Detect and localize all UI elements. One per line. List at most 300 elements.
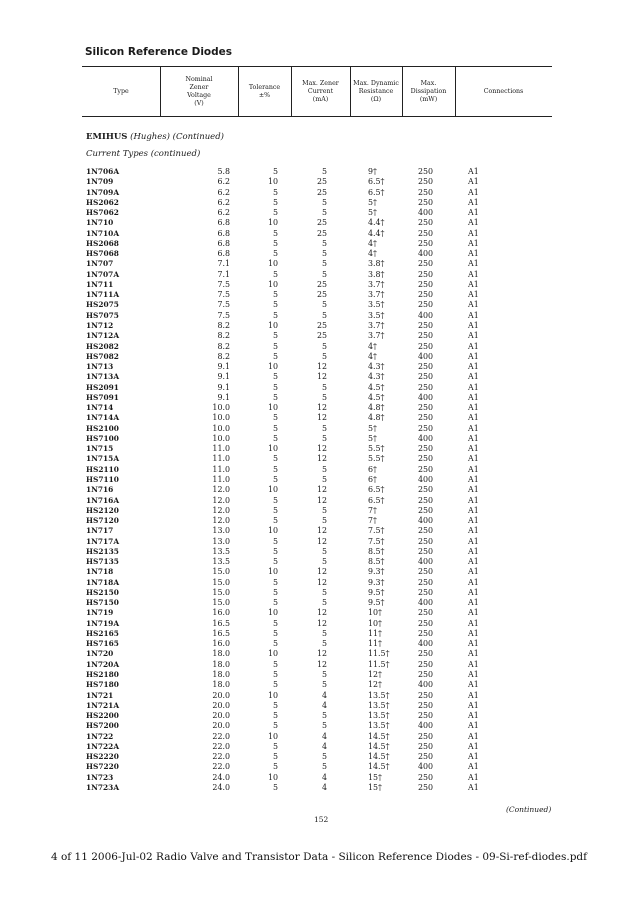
cell-connection: A1 xyxy=(468,649,479,659)
cell-dissipation: 250 xyxy=(418,444,434,454)
cell-resistance: 3.8† xyxy=(368,269,385,279)
cell-dissipation: 250 xyxy=(418,362,434,372)
cell-dissipation: 250 xyxy=(418,577,434,587)
cell-tolerance: 5 xyxy=(272,516,278,526)
page-number: 152 xyxy=(314,815,329,824)
cell-tolerance: 5 xyxy=(272,228,278,238)
cell-connection: A1 xyxy=(468,690,479,700)
cell-resistance: 4.5† xyxy=(368,382,385,392)
cell-voltage: 12.0 xyxy=(212,495,230,505)
cell-connection: A1 xyxy=(468,403,479,413)
cell-type: 1N712A xyxy=(86,331,120,341)
cell-tolerance: 5 xyxy=(272,474,278,484)
cell-resistance: 4† xyxy=(368,238,377,248)
cell-resistance: 4.3† xyxy=(368,372,385,382)
cell-tolerance: 10 xyxy=(267,403,278,413)
cell-voltage: 9.1 xyxy=(217,362,230,372)
cell-tolerance: 10 xyxy=(267,362,278,372)
cell-type: HS7200 xyxy=(86,721,119,731)
cell-tolerance: 10 xyxy=(267,772,278,782)
cell-type: 1N714 xyxy=(86,403,114,413)
cell-type: HS7062 xyxy=(86,208,119,218)
header-type-label: Type xyxy=(113,88,129,96)
cell-resistance: 3.5† xyxy=(368,300,385,310)
table-row xyxy=(0,465,638,475)
cell-resistance: 5.5† xyxy=(368,454,385,464)
cell-resistance: 5.5† xyxy=(368,444,385,454)
cell-tolerance: 5 xyxy=(272,238,278,248)
cell-current: 5 xyxy=(321,752,327,762)
cell-connection: A1 xyxy=(468,197,479,207)
cell-tolerance: 5 xyxy=(272,628,278,638)
cell-current: 12 xyxy=(316,413,327,423)
cell-resistance: 6.5† xyxy=(368,177,385,187)
cell-dissipation: 250 xyxy=(418,300,434,310)
cell-voltage: 9.1 xyxy=(217,382,230,392)
cell-type: 1N709 xyxy=(86,177,114,187)
manufacturer-heading xyxy=(86,132,224,142)
cell-current: 12 xyxy=(316,649,327,659)
cell-dissipation: 400 xyxy=(418,598,434,608)
cell-connection: A1 xyxy=(468,577,479,587)
cell-current: 12 xyxy=(316,495,327,505)
cell-voltage: 6.2 xyxy=(217,177,230,187)
cell-voltage: 22.0 xyxy=(212,762,230,772)
cell-connection: A1 xyxy=(468,495,479,505)
cell-voltage: 6.8 xyxy=(217,218,230,228)
cell-current: 12 xyxy=(316,444,327,454)
cell-connection: A1 xyxy=(468,454,479,464)
cell-resistance: 5† xyxy=(368,423,377,433)
cell-connection: A1 xyxy=(468,259,479,269)
cell-tolerance: 5 xyxy=(272,382,278,392)
cell-current: 12 xyxy=(316,577,327,587)
cell-resistance: 7† xyxy=(368,505,377,515)
header-max-zener-current xyxy=(291,68,350,116)
cell-tolerance: 5 xyxy=(272,433,278,443)
header-line: Zener xyxy=(189,84,209,92)
cell-connection: A1 xyxy=(468,351,479,361)
cell-type: HS2165 xyxy=(86,628,119,638)
table-row xyxy=(0,218,638,228)
cell-voltage: 6.2 xyxy=(217,187,230,197)
table-row xyxy=(0,649,638,659)
cell-resistance: 6† xyxy=(368,464,377,474)
cell-voltage: 13.0 xyxy=(212,526,230,536)
cell-dissipation: 250 xyxy=(418,423,434,433)
cell-connection: A1 xyxy=(468,659,479,669)
cell-connection: A1 xyxy=(468,762,479,772)
cell-resistance: 14.5† xyxy=(368,731,390,741)
cell-type: 1N718A xyxy=(86,577,120,587)
cell-voltage: 22.0 xyxy=(212,731,230,741)
cell-type: 1N722 xyxy=(86,731,114,741)
manufacturer-name: EMIHUS xyxy=(86,132,128,142)
cell-current: 12 xyxy=(316,403,327,413)
cell-type: 1N711 xyxy=(86,279,114,289)
cell-type: 1N707A xyxy=(86,269,120,279)
table-row xyxy=(0,639,638,649)
cell-current: 5 xyxy=(321,208,327,218)
cell-current: 5 xyxy=(321,670,327,680)
cell-dissipation: 250 xyxy=(418,290,434,300)
cell-voltage: 12.0 xyxy=(212,505,230,515)
cell-connection: A1 xyxy=(468,772,479,782)
cell-voltage: 20.0 xyxy=(212,711,230,721)
cell-dissipation: 250 xyxy=(418,772,434,782)
cell-connection: A1 xyxy=(468,639,479,649)
cell-tolerance: 5 xyxy=(272,546,278,556)
cell-current: 5 xyxy=(321,197,327,207)
cell-voltage: 6.8 xyxy=(217,249,230,259)
cell-tolerance: 10 xyxy=(267,320,278,330)
cell-dissipation: 250 xyxy=(418,741,434,751)
cell-type: HS7110 xyxy=(86,474,119,484)
continued-note: (Continued) xyxy=(506,805,552,814)
cell-dissipation: 400 xyxy=(418,721,434,731)
cell-voltage: 11.0 xyxy=(212,454,230,464)
cell-connection: A1 xyxy=(468,567,479,577)
cell-voltage: 12.0 xyxy=(212,485,230,495)
cell-dissipation: 250 xyxy=(418,711,434,721)
header-tolerance xyxy=(238,68,291,116)
cell-connection: A1 xyxy=(468,249,479,259)
cell-tolerance: 5 xyxy=(272,659,278,669)
cell-voltage: 9.1 xyxy=(217,392,230,402)
cell-tolerance: 5 xyxy=(272,423,278,433)
cell-dissipation: 250 xyxy=(418,341,434,351)
cell-type: HS2075 xyxy=(86,300,119,310)
table-row xyxy=(0,393,638,403)
cell-current: 25 xyxy=(316,218,327,228)
table-row xyxy=(0,732,638,742)
cell-tolerance: 10 xyxy=(267,649,278,659)
cell-connection: A1 xyxy=(468,331,479,341)
table-row xyxy=(0,177,638,187)
cell-voltage: 15.0 xyxy=(212,577,230,587)
cell-tolerance: 10 xyxy=(267,444,278,454)
cell-dissipation: 250 xyxy=(418,238,434,248)
cell-voltage: 11.0 xyxy=(212,474,230,484)
cell-connection: A1 xyxy=(468,782,479,792)
cell-voltage: 15.0 xyxy=(212,598,230,608)
cell-voltage: 10.0 xyxy=(212,403,230,413)
cell-tolerance: 5 xyxy=(272,208,278,218)
table-row xyxy=(0,588,638,598)
cell-dissipation: 400 xyxy=(418,516,434,526)
cell-tolerance: 5 xyxy=(272,721,278,731)
cell-tolerance: 10 xyxy=(267,279,278,289)
cell-connection: A1 xyxy=(468,680,479,690)
cell-connection: A1 xyxy=(468,608,479,618)
cell-current: 5 xyxy=(321,557,327,567)
cell-voltage: 9.1 xyxy=(217,372,230,382)
cell-resistance: 13.5† xyxy=(368,690,390,700)
table-row xyxy=(0,239,638,249)
cell-dissipation: 250 xyxy=(418,495,434,505)
table-row xyxy=(0,742,638,752)
cell-tolerance: 5 xyxy=(272,167,278,176)
cell-type: 1N714A xyxy=(86,413,120,423)
cell-resistance: 4† xyxy=(368,341,377,351)
cell-current: 12 xyxy=(316,536,327,546)
cell-tolerance: 5 xyxy=(272,700,278,710)
cell-voltage: 8.2 xyxy=(217,341,230,351)
cell-current: 5 xyxy=(321,392,327,402)
cell-tolerance: 5 xyxy=(272,557,278,567)
cell-voltage: 18.0 xyxy=(212,659,230,669)
table-row xyxy=(0,680,638,690)
cell-type: HS2110 xyxy=(86,464,119,474)
cell-current: 5 xyxy=(321,680,327,690)
table-row xyxy=(0,362,638,372)
table-row xyxy=(0,444,638,454)
cell-current: 4 xyxy=(321,782,327,792)
cell-type: 1N713 xyxy=(86,362,114,372)
table-row xyxy=(0,280,638,290)
table-row xyxy=(0,762,638,772)
cell-type: 1N706A xyxy=(86,167,120,176)
cell-dissipation: 400 xyxy=(418,208,434,218)
cell-voltage: 18.0 xyxy=(212,670,230,680)
header-line: Current xyxy=(307,88,334,96)
cell-tolerance: 10 xyxy=(267,177,278,187)
cell-tolerance: 10 xyxy=(267,259,278,269)
cell-dissipation: 250 xyxy=(418,269,434,279)
cell-tolerance: 10 xyxy=(267,608,278,618)
cell-connection: A1 xyxy=(468,700,479,710)
cell-voltage: 6.2 xyxy=(217,197,230,207)
cell-tolerance: 5 xyxy=(272,752,278,762)
cell-current: 12 xyxy=(316,659,327,669)
cell-tolerance: 5 xyxy=(272,197,278,207)
cell-current: 12 xyxy=(316,372,327,382)
cell-resistance: 9.5† xyxy=(368,598,385,608)
cell-connection: A1 xyxy=(468,167,479,176)
table-row xyxy=(0,619,638,629)
cell-voltage: 24.0 xyxy=(212,772,230,782)
cell-connection: A1 xyxy=(468,731,479,741)
cell-connection: A1 xyxy=(468,382,479,392)
cell-type: HS2068 xyxy=(86,238,119,248)
table-row xyxy=(0,526,638,536)
cell-type: HS2135 xyxy=(86,546,119,556)
table-row xyxy=(0,424,638,434)
cell-tolerance: 10 xyxy=(267,567,278,577)
table-row xyxy=(0,701,638,711)
header-line: Max. Zener xyxy=(302,80,339,88)
cell-resistance: 14.5† xyxy=(368,762,390,772)
cell-connection: A1 xyxy=(468,474,479,484)
cell-connection: A1 xyxy=(468,628,479,638)
cell-resistance: 11.5† xyxy=(368,659,390,669)
cell-type: 1N719 xyxy=(86,608,114,618)
cell-voltage: 7.5 xyxy=(217,300,230,310)
cell-dissipation: 250 xyxy=(418,454,434,464)
cell-voltage: 7.1 xyxy=(217,259,230,269)
cell-dissipation: 250 xyxy=(418,177,434,187)
cell-type: 1N720A xyxy=(86,659,120,669)
cell-voltage: 6.8 xyxy=(217,228,230,238)
cell-resistance: 10† xyxy=(368,608,382,618)
cell-tolerance: 5 xyxy=(272,495,278,505)
cell-type: HS7100 xyxy=(86,433,119,443)
cell-resistance: 6.5† xyxy=(368,495,385,505)
table-row xyxy=(0,516,638,526)
cell-tolerance: 5 xyxy=(272,269,278,279)
cell-type: HS2100 xyxy=(86,423,119,433)
cell-connection: A1 xyxy=(468,218,479,228)
cell-type: HS2062 xyxy=(86,197,119,207)
cell-tolerance: 5 xyxy=(272,598,278,608)
header-line: Voltage xyxy=(187,92,211,99)
table-row xyxy=(0,485,638,495)
cell-connection: A1 xyxy=(468,670,479,680)
cell-tolerance: 5 xyxy=(272,711,278,721)
cell-current: 5 xyxy=(321,598,327,608)
table-row xyxy=(0,608,638,618)
table-row xyxy=(0,270,638,280)
cell-dissipation: 250 xyxy=(418,259,434,269)
cell-type: HS2150 xyxy=(86,587,119,597)
cell-connection: A1 xyxy=(468,711,479,721)
cell-type: HS7091 xyxy=(86,392,119,402)
cell-resistance: 5† xyxy=(368,197,377,207)
cell-dissipation: 250 xyxy=(418,372,434,382)
cell-type: HS7075 xyxy=(86,310,119,320)
cell-resistance: 4† xyxy=(368,351,377,361)
table-row xyxy=(0,691,638,701)
cell-connection: A1 xyxy=(468,341,479,351)
cell-type: HS2091 xyxy=(86,382,119,392)
cell-current: 25 xyxy=(316,228,327,238)
cell-connection: A1 xyxy=(468,598,479,608)
cell-tolerance: 5 xyxy=(272,187,278,197)
cell-voltage: 10.0 xyxy=(212,433,230,443)
cell-current: 5 xyxy=(321,310,327,320)
cell-type: HS2200 xyxy=(86,711,119,721)
cell-resistance: 12† xyxy=(368,680,382,690)
cell-dissipation: 250 xyxy=(418,218,434,228)
cell-current: 4 xyxy=(321,741,327,751)
cell-voltage: 7.5 xyxy=(217,279,230,289)
cell-voltage: 10.0 xyxy=(212,413,230,423)
cell-resistance: 15† xyxy=(368,772,382,782)
table-row xyxy=(0,383,638,393)
cell-dissipation: 400 xyxy=(418,680,434,690)
cell-dissipation: 400 xyxy=(418,762,434,772)
cell-connection: A1 xyxy=(468,310,479,320)
cell-resistance: 11.5† xyxy=(368,649,390,659)
table-row xyxy=(0,198,638,208)
cell-type: 1N710A xyxy=(86,228,120,238)
cell-resistance: 3.5† xyxy=(368,310,385,320)
cell-voltage: 5.8 xyxy=(217,167,230,176)
table-row xyxy=(0,311,638,321)
cell-voltage: 8.2 xyxy=(217,331,230,341)
table-row xyxy=(0,372,638,382)
table-row xyxy=(0,752,638,762)
header-line: Connections xyxy=(483,88,524,96)
table-row xyxy=(0,249,638,259)
cell-current: 5 xyxy=(321,516,327,526)
header-nominal-voltage xyxy=(160,68,238,116)
cell-voltage: 22.0 xyxy=(212,752,230,762)
cell-dissipation: 400 xyxy=(418,557,434,567)
cell-voltage: 20.0 xyxy=(212,690,230,700)
cell-current: 25 xyxy=(316,279,327,289)
cell-tolerance: 5 xyxy=(272,577,278,587)
header-line: (mA) xyxy=(312,95,329,103)
cell-type: HS7150 xyxy=(86,598,119,608)
cell-resistance: 3.7† xyxy=(368,290,385,300)
cell-voltage: 8.2 xyxy=(217,320,230,330)
cell-tolerance: 5 xyxy=(272,639,278,649)
cell-current: 5 xyxy=(321,259,327,269)
cell-current: 12 xyxy=(316,618,327,628)
cell-dissipation: 250 xyxy=(418,320,434,330)
cell-dissipation: 250 xyxy=(418,413,434,423)
cell-tolerance: 5 xyxy=(272,372,278,382)
cell-resistance: 4.8† xyxy=(368,403,385,413)
cell-current: 12 xyxy=(316,454,327,464)
cell-resistance: 6† xyxy=(368,474,377,484)
table-row xyxy=(0,342,638,352)
cell-dissipation: 250 xyxy=(418,505,434,515)
cell-current: 5 xyxy=(321,351,327,361)
header-line: (V) xyxy=(194,99,204,107)
cell-tolerance: 5 xyxy=(272,762,278,772)
cell-current: 12 xyxy=(316,485,327,495)
page-title: Silicon Reference Diodes xyxy=(85,46,233,58)
cell-tolerance: 5 xyxy=(272,290,278,300)
cell-current: 25 xyxy=(316,331,327,341)
cell-connection: A1 xyxy=(468,423,479,433)
cell-dissipation: 250 xyxy=(418,659,434,669)
cell-voltage: 12.0 xyxy=(212,516,230,526)
cell-current: 5 xyxy=(321,762,327,772)
cell-tolerance: 10 xyxy=(267,526,278,536)
cell-dissipation: 250 xyxy=(418,628,434,638)
cell-resistance: 8.5† xyxy=(368,557,385,567)
table-row xyxy=(0,434,638,444)
cell-resistance: 3.7† xyxy=(368,320,385,330)
table-row xyxy=(0,454,638,464)
manufacturer-note: (Hughes) (Continued) xyxy=(127,132,224,142)
header-connections xyxy=(455,68,552,116)
cell-current: 5 xyxy=(321,721,327,731)
cell-voltage: 18.0 xyxy=(212,649,230,659)
cell-current: 5 xyxy=(321,464,327,474)
cell-voltage: 16.5 xyxy=(212,618,230,628)
cell-voltage: 10.0 xyxy=(212,423,230,433)
cell-current: 25 xyxy=(316,320,327,330)
cell-tolerance: 5 xyxy=(272,413,278,423)
cell-resistance: 6.5† xyxy=(368,485,385,495)
cell-current: 5 xyxy=(321,474,327,484)
header-line: (Ω) xyxy=(370,95,382,103)
header-line: (mW) xyxy=(419,95,438,103)
table-row xyxy=(0,331,638,341)
table-row xyxy=(0,188,638,198)
cell-current: 5 xyxy=(321,249,327,259)
cell-connection: A1 xyxy=(468,290,479,300)
cell-dissipation: 250 xyxy=(418,197,434,207)
table-row xyxy=(0,578,638,588)
cell-type: 1N717 xyxy=(86,526,114,536)
table-row xyxy=(0,352,638,362)
cell-current: 5 xyxy=(321,433,327,443)
